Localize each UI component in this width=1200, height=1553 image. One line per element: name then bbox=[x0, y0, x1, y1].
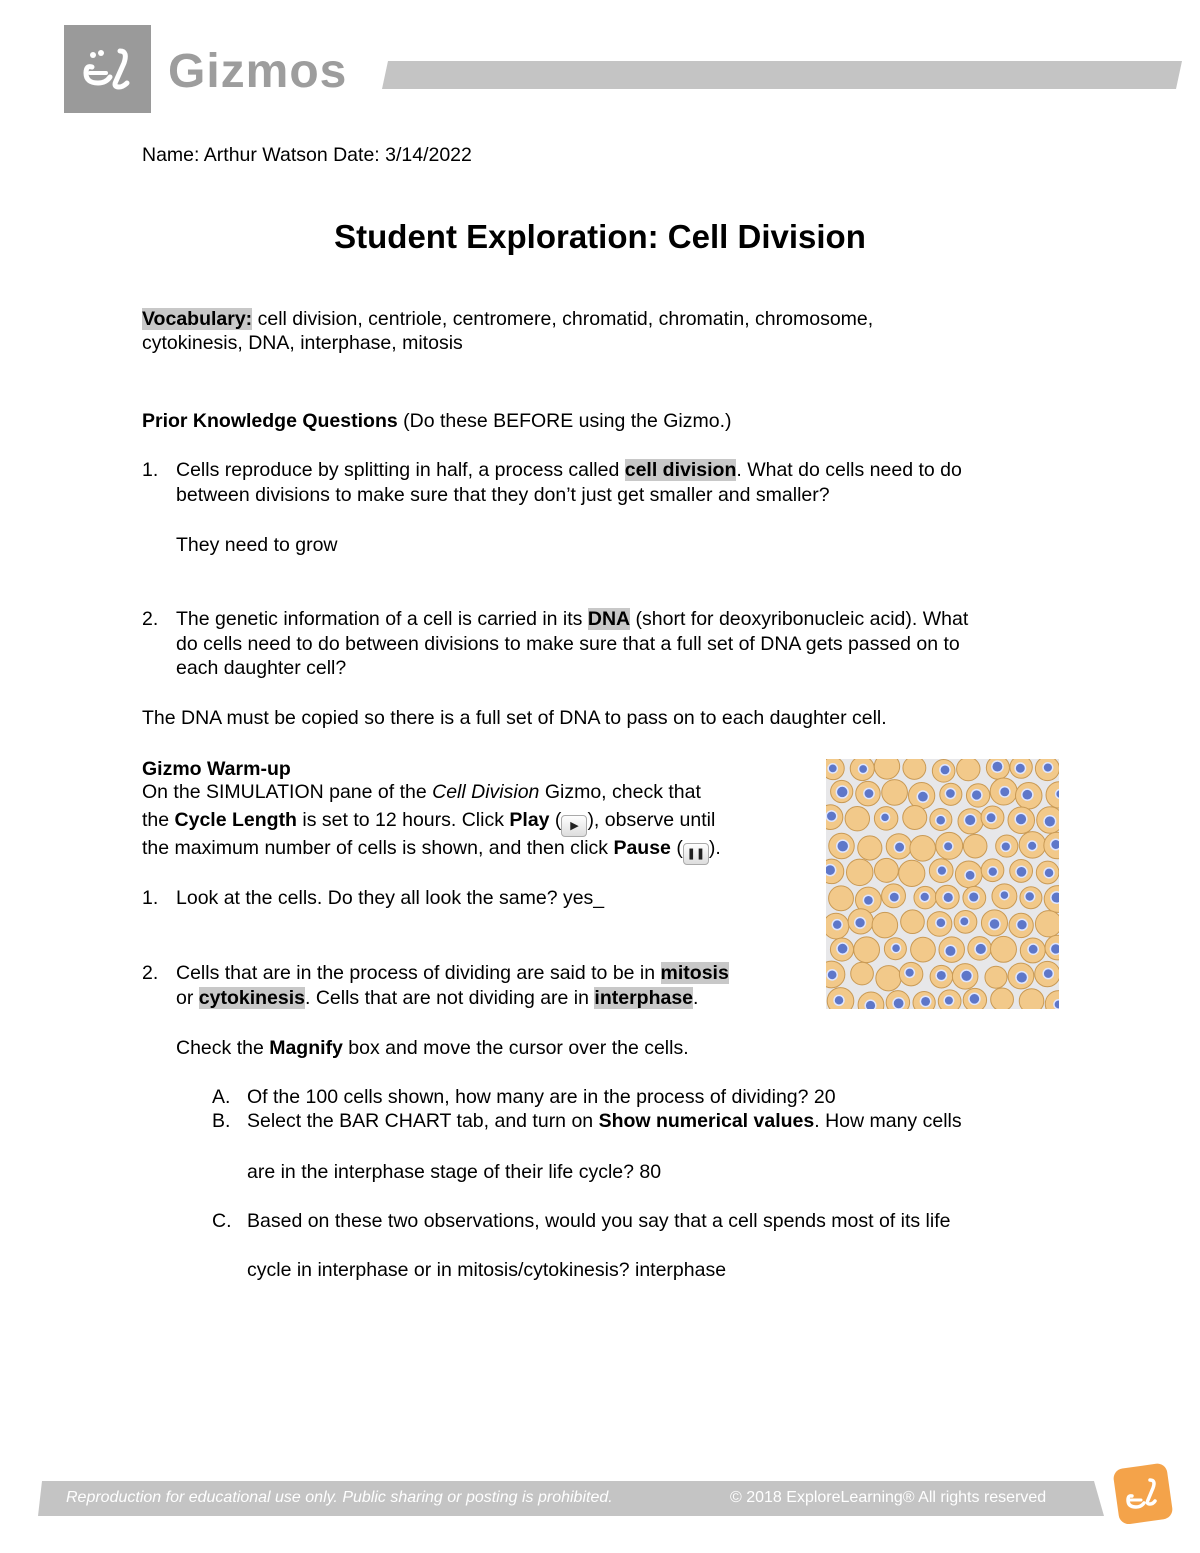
warmup-q2-line-2 bbox=[176, 986, 698, 1010]
sub-c-label: C. bbox=[212, 1210, 232, 1232]
cell-simulation-image bbox=[826, 759, 1059, 1009]
cell-nucleus bbox=[826, 864, 836, 875]
sub-c-line-1: Based on these two observations, would you say that a cell spends most of its life bbox=[247, 1210, 951, 1232]
cell bbox=[903, 759, 926, 779]
show-numerical-values-label: Show numerical values bbox=[598, 1110, 815, 1132]
sub-b-line-2: are in the interphase stage of their life cycle? 80 bbox=[247, 1161, 662, 1183]
cell-nucleus bbox=[832, 920, 842, 930]
cell-nucleus bbox=[859, 764, 868, 773]
cell-nucleus bbox=[864, 788, 874, 798]
warmup-l2a: the bbox=[142, 809, 175, 831]
cell-nucleus bbox=[1043, 763, 1053, 773]
cell-nucleus bbox=[1017, 919, 1028, 930]
cell-nucleus bbox=[971, 790, 982, 801]
vocabulary-terms: cell division, centriole, centromere, chromatid, chromatin, chromosome, bbox=[252, 308, 874, 330]
warmup-q2-line-1 bbox=[176, 961, 729, 985]
explorelearning-logo-icon bbox=[1106, 1458, 1178, 1530]
cell-nucleus bbox=[827, 970, 837, 980]
prior-q2-line-2: do cells need to do between divisions to make sure that a full set of DNA gets passed on to bbox=[176, 633, 960, 655]
cell-nucleus bbox=[1054, 1000, 1059, 1009]
prior-q1-answer: They need to grow bbox=[176, 534, 338, 556]
cell-nucleus bbox=[964, 814, 976, 826]
cell-nucleus bbox=[920, 996, 930, 1006]
vocabulary-label: Vocabulary: bbox=[142, 308, 253, 330]
cell bbox=[957, 759, 980, 781]
cell-nucleus bbox=[988, 867, 998, 877]
magnify-instruction bbox=[176, 1036, 689, 1060]
cell-nucleus bbox=[989, 919, 1000, 930]
cell-nucleus bbox=[836, 786, 848, 798]
q2w-text-c: . Cells that are not dividing are in bbox=[305, 987, 595, 1009]
prior-q1-number: 1. bbox=[142, 459, 159, 481]
header-bar bbox=[382, 61, 1182, 89]
term-interphase: interphase bbox=[594, 987, 694, 1009]
cell-nucleus bbox=[863, 895, 873, 905]
sub-b-line-1 bbox=[247, 1109, 962, 1133]
cell bbox=[910, 835, 936, 861]
warmup-q1-number: 1. bbox=[142, 887, 159, 909]
vocabulary-line-2: cytokinesis, DNA, interphase, mitosis bbox=[142, 332, 463, 354]
footer-copyright: © 2018 ExploreLearning® All rights reserved bbox=[730, 1489, 1047, 1506]
warmup-q1-text: Look at the cells. Do they all look the same? yes_ bbox=[176, 887, 605, 909]
cell bbox=[851, 962, 874, 985]
cell bbox=[1035, 911, 1059, 937]
cell-nucleus bbox=[1015, 813, 1027, 825]
q2w-text-b: or bbox=[176, 987, 199, 1009]
cell-nucleus bbox=[968, 892, 979, 903]
cell bbox=[874, 858, 898, 882]
sub-b-a: Select the BAR CHART tab, and turn on bbox=[247, 1110, 599, 1132]
cell bbox=[829, 886, 854, 911]
cell-nucleus bbox=[937, 866, 947, 876]
cell bbox=[876, 966, 901, 991]
cell-nucleus bbox=[1025, 892, 1035, 902]
prior-q2-number: 2. bbox=[142, 608, 159, 630]
prior-q2-line-1 bbox=[176, 607, 968, 631]
footer-disclaimer: Reproduction for educational use only. Public sharing or posting is prohibited. bbox=[66, 1489, 613, 1506]
warmup-l3d: ). bbox=[708, 837, 721, 859]
warmup-line-1 bbox=[142, 780, 701, 804]
play-icon: ▶ bbox=[561, 815, 587, 837]
cell-nucleus bbox=[945, 788, 955, 798]
cell-nucleus bbox=[943, 842, 953, 852]
cell-nucleus bbox=[936, 815, 946, 825]
cell-nucleus bbox=[969, 993, 980, 1004]
page-title: Student Exploration: Cell Division bbox=[334, 218, 866, 255]
sub-c-line-2: cycle in interphase or in mitosis/cytokinesis? interphase bbox=[247, 1259, 727, 1281]
warmup-l2c: is set to 12 hours. Click bbox=[296, 809, 510, 831]
cell-nucleus bbox=[936, 970, 946, 980]
cell bbox=[882, 780, 908, 806]
cells-illustration bbox=[826, 759, 1059, 1009]
cell-nucleus bbox=[986, 813, 996, 823]
term-cell-division: cell division bbox=[624, 459, 737, 481]
sub-b-c: . How many cells bbox=[814, 1110, 962, 1132]
cell-nucleus bbox=[961, 970, 973, 982]
cell bbox=[991, 936, 1017, 962]
cell-nucleus bbox=[881, 813, 890, 822]
q2w-text-a: Cells that are in the process of dividing are said to be in bbox=[176, 962, 661, 984]
cell-nucleus bbox=[920, 892, 930, 902]
magnify-label: Magnify bbox=[269, 1037, 343, 1059]
sub-a-text: Of the 100 cells shown, how many are in the process of dividing? 20 bbox=[247, 1086, 836, 1108]
q2-text-a: The genetic information of a cell is carried in its bbox=[176, 608, 588, 630]
mag-text-a: Check the bbox=[176, 1037, 270, 1059]
cell-nucleus bbox=[1044, 868, 1054, 878]
student-name-date: Name: Arthur Watson Date: 3/14/2022 bbox=[142, 144, 472, 166]
cell bbox=[985, 966, 1007, 988]
q1-text-b: . What do cells need to do bbox=[736, 459, 962, 481]
sub-a-label: A. bbox=[212, 1086, 231, 1108]
cell-nucleus bbox=[1000, 891, 1009, 900]
cell-nucleus bbox=[940, 765, 950, 775]
warmup-l1b: Gizmo, check that bbox=[539, 781, 701, 803]
cell-nucleus bbox=[837, 840, 849, 852]
vocabulary-line-1 bbox=[142, 307, 873, 331]
cell-nucleus bbox=[945, 945, 956, 956]
cell bbox=[858, 836, 882, 860]
mag-text-c: box and move the cursor over the cells. bbox=[342, 1037, 689, 1059]
gizmos-logo bbox=[64, 25, 151, 113]
cell-nucleus bbox=[893, 998, 904, 1009]
term-mitosis: mitosis bbox=[660, 962, 729, 984]
cell-nucleus bbox=[936, 918, 946, 928]
prior-q1-line-2: between divisions to make sure that they don’t just get smaller and smaller? bbox=[176, 484, 830, 506]
cell bbox=[903, 806, 927, 830]
cell-nucleus bbox=[975, 943, 987, 955]
cell-nucleus bbox=[943, 892, 954, 903]
cell-nucleus bbox=[889, 892, 899, 902]
cell-nucleus bbox=[892, 944, 901, 953]
cell bbox=[846, 859, 873, 886]
cell-nucleus bbox=[894, 842, 905, 853]
cell-nucleus bbox=[1056, 789, 1059, 798]
cell-nucleus bbox=[917, 791, 928, 802]
cell bbox=[874, 759, 899, 779]
pause-label: Pause bbox=[613, 837, 671, 859]
pause-icon: ❚❚ bbox=[683, 843, 709, 865]
q2-text-b: (short for deoxyribonucleic acid). What bbox=[630, 608, 969, 630]
cell-nucleus bbox=[965, 870, 975, 880]
cell-nucleus bbox=[1027, 841, 1037, 851]
cell bbox=[991, 988, 1014, 1009]
prior-q1-line-1 bbox=[176, 458, 962, 482]
brand-name: Gizmos bbox=[168, 45, 348, 98]
cell-nucleus bbox=[1015, 763, 1025, 773]
cell-nucleus bbox=[905, 968, 915, 978]
cell bbox=[845, 806, 869, 830]
cycle-length-label: Cycle Length bbox=[174, 809, 297, 831]
warmup-heading bbox=[142, 757, 291, 781]
cell-nucleus bbox=[1022, 789, 1033, 800]
cell-nucleus bbox=[1000, 787, 1010, 797]
prior-knowledge-heading bbox=[142, 409, 732, 433]
cell-nucleus bbox=[1043, 968, 1053, 978]
term-cytokinesis: cytokinesis bbox=[198, 987, 305, 1009]
gizmo-name: Cell Division bbox=[432, 781, 540, 803]
cell-nucleus bbox=[834, 995, 844, 1005]
cell-nucleus bbox=[960, 917, 969, 926]
prior-heading-note: (Do these BEFORE using the Gizmo.) bbox=[397, 410, 732, 432]
warmup-l1a: On the SIMULATION pane of the bbox=[142, 781, 433, 803]
cell bbox=[872, 912, 898, 938]
cell bbox=[899, 860, 925, 886]
cell-nucleus bbox=[1016, 972, 1028, 984]
cell-nucleus bbox=[837, 943, 848, 954]
cell bbox=[911, 937, 936, 962]
cell bbox=[1019, 989, 1044, 1009]
cell bbox=[963, 834, 987, 858]
warmup-line-2 bbox=[142, 808, 715, 837]
warmup-l3a: the maximum number of cells is shown, and then click bbox=[142, 837, 614, 859]
prior-q2-line-3: each daughter cell? bbox=[176, 657, 347, 679]
play-label: Play bbox=[509, 809, 550, 831]
cell-nucleus bbox=[1051, 892, 1059, 904]
q2w-text-d: . bbox=[693, 987, 699, 1009]
cell bbox=[901, 910, 925, 934]
prior-q2-answer: The DNA must be copied so there is a full set of DNA to pass on to each daughter cell. bbox=[142, 707, 887, 729]
cell-nucleus bbox=[1044, 816, 1056, 828]
warmup-l2e: ), observe until bbox=[587, 809, 716, 831]
warmup-heading-text: Gizmo Warm-up bbox=[142, 758, 291, 780]
cell-nucleus bbox=[1028, 944, 1038, 954]
cell-nucleus bbox=[826, 811, 836, 821]
cell-nucleus bbox=[855, 917, 866, 928]
cell-nucleus bbox=[944, 996, 953, 1005]
cell-nucleus bbox=[1016, 866, 1027, 877]
cell bbox=[854, 937, 880, 963]
cell-nucleus bbox=[1050, 944, 1059, 955]
sub-b-label: B. bbox=[212, 1110, 231, 1132]
warmup-l3c: ( bbox=[670, 837, 683, 859]
warmup-line-3 bbox=[142, 836, 721, 865]
warmup-q2-number: 2. bbox=[142, 962, 159, 984]
cell-nucleus bbox=[1051, 839, 1059, 849]
cell-nucleus bbox=[1001, 842, 1011, 852]
cell-nucleus bbox=[865, 1000, 876, 1009]
q1-text-a: Cells reproduce by splitting in half, a process called bbox=[176, 459, 625, 481]
prior-heading-bold: Prior Knowledge Questions bbox=[142, 410, 398, 432]
term-dna: DNA bbox=[587, 608, 631, 630]
warmup-l2d: ( bbox=[549, 809, 562, 831]
cell-nucleus bbox=[828, 764, 837, 773]
cell-nucleus bbox=[992, 761, 1003, 772]
el-logo-icon bbox=[64, 25, 151, 113]
